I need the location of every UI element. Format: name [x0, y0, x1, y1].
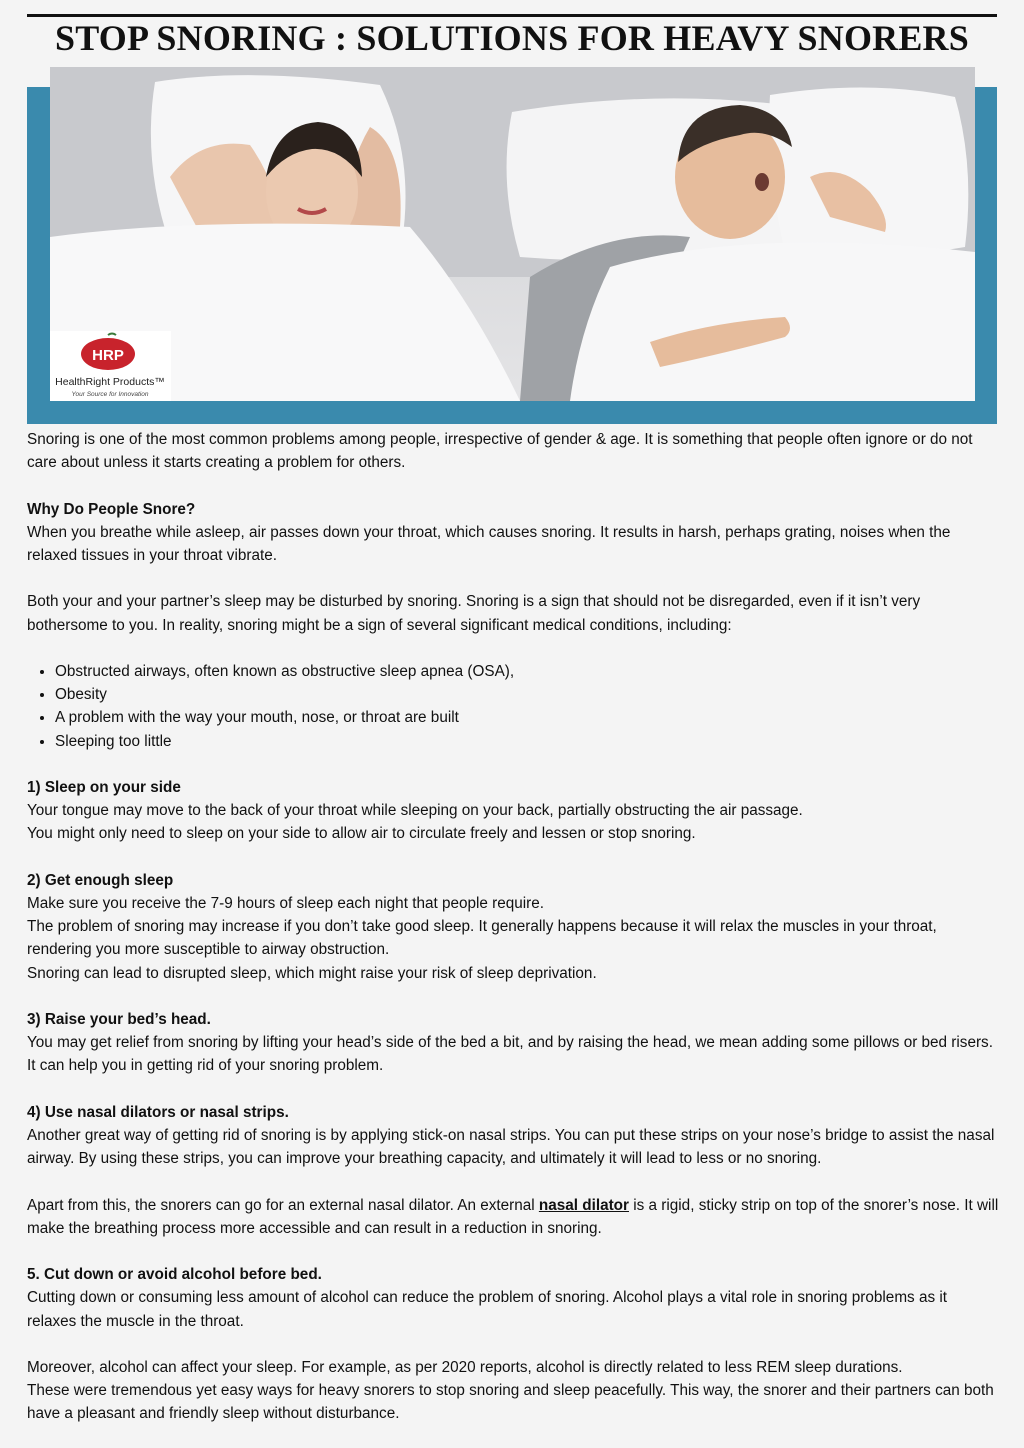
title-rule: [27, 14, 997, 17]
dilator-text-after: is a rigid, sticky strip on top of the snorer’s nose. It will make the breathing process more accessible and can result in a reduction in snoring.: [27, 1196, 999, 1237]
brand-logo: [50, 331, 171, 401]
intro-paragraph: Snoring is one of the most common problems among people, irrespective of gender & age. It is something that people often ignore or do not care about unless it starts creating a problem for others.: [27, 431, 973, 472]
closing-paragraph: These were tremendous yet easy ways for heavy snorers to stop snoring and sleep peacefully. This way, the snorer and their partners can both have a pleasant and friendly sleep without disturbance.: [27, 1382, 994, 1423]
tip-heading-5: 5. Cut down or avoid alcohol before bed.: [27, 1266, 322, 1284]
tip-2-line: Make sure you receive the 7-9 hours of sleep each night that people require.: [27, 894, 545, 912]
why-paragraph-2: Both your and your partner’s sleep may be disturbed by snoring. Snoring is a sign that should not be disregarded, even if it isn’t very bothersome to you. In reality, snoring might be a sign of several significant medical conditions, including:: [27, 593, 921, 634]
dilator-text-before: Apart from this, the snorers can go for an external nasal dilator. An external: [27, 1196, 539, 1214]
alcohol-paragraph-2: Moreover, alcohol can affect your sleep. For example, as per 2020 reports, alcohol is directly related to less REM sleep durations.: [27, 1358, 903, 1376]
tip-2-line: Snoring can lead to disrupted sleep, which might raise your risk of sleep deprivation.: [27, 964, 597, 982]
tip-2-line: The problem of snoring may increase if you don’t take good sleep. It generally happens because it will relax the muscles in your throat, rendering you more susceptible to airway obstruction.: [27, 918, 937, 959]
hero-image: [50, 67, 975, 401]
svg-text:HRP: HRP: [92, 347, 124, 364]
tip-heading-2: 2) Get enough sleep: [27, 871, 174, 889]
list-item: • Obesity: [55, 683, 999, 706]
alcohol-paragraph-1: Cutting down or consuming less amount of alcohol can reduce the problem of snoring. Alcohol plays a vital role in snoring problems as it relaxes the muscle in the throat.: [27, 1289, 948, 1330]
section-heading-why: Why Do People Snore?: [27, 500, 196, 518]
tip-1-line: Your tongue may move to the back of your throat while sleeping on your back, partially obstructing the air passage.: [27, 802, 803, 820]
list-item: • Obstructed airways, often known as obstructive sleep apnea (OSA),: [55, 660, 999, 683]
article-body: [27, 428, 999, 1426]
list-item: • A problem with the way your mouth, nose, or throat are built: [55, 706, 999, 729]
nasal-dilator-link[interactable]: nasal dilator: [538, 1196, 629, 1214]
why-paragraph-1: When you breathe while asleep, air passes down your throat, which causes snoring. It results in harsh, perhaps grating, noises when the relaxed tissues in your throat vibrate.: [27, 523, 951, 564]
tip-heading-1: 1) Sleep on your side: [27, 778, 181, 796]
conditions-list: [27, 660, 999, 753]
tip-1-line: You might only need to sleep on your side to allow air to circulate freely and lessen or stop snoring.: [27, 825, 696, 843]
tip-heading-4: 4) Use nasal dilators or nasal strips.: [27, 1103, 289, 1121]
svg-text:Your Source for Innovation: Your Source for Innovation: [71, 391, 149, 398]
page-title: STOP SNORING : SOLUTIONS FOR HEAVY SNORERS: [55, 18, 969, 58]
list-item: • Sleeping too little: [55, 730, 999, 753]
svg-text:HealthRight Products™: HealthRight Products™: [55, 376, 165, 388]
tip-heading-3: 3) Raise your bed’s head.: [27, 1010, 211, 1028]
dilator-paragraph: [27, 1194, 999, 1240]
tip-4-line: Another great way of getting rid of snoring is by applying stick-on nasal strips. You can put these strips on your nose’s bridge to assist the nasal airway. By using these strips, you can improve your breathing capacity, and ultimately it will lead to less or no snoring.: [27, 1126, 995, 1168]
tip-3-line: You may get relief from snoring by lifting your head’s side of the bed a bit, and by raising the head, we mean adding some pillows or bed risers. It can help you in getting rid of your snoring problem.: [27, 1034, 993, 1075]
